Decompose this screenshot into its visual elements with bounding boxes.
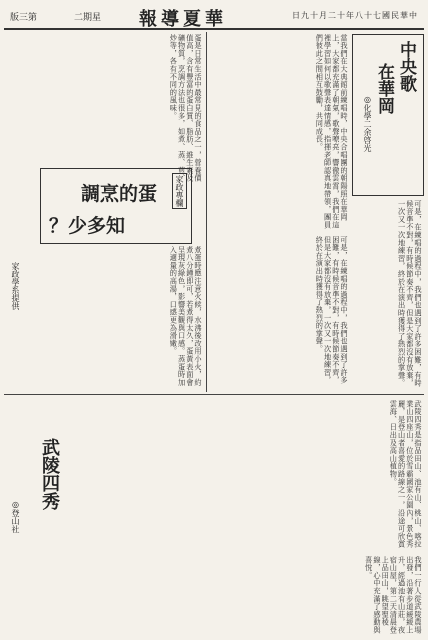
egg-article-text-1: 蛋是日常生活中最常見的食品之一，營養價值高，含有豐富的蛋白質、脂肪、維生素及礦物質，烹調方法也很多，如煮、蒸、煎、炒等，各有不同的風味。 (169, 34, 203, 183)
egg-headline-right: 調烹的蛋 (81, 183, 158, 205)
song-headline-box (352, 34, 424, 196)
page-number: 版三第 (10, 13, 38, 23)
song-article-text-1: 當我們在大典館前練唱時，中央合唱團的朝陽照在華岡上，大家都充滿了朝氣，歌聲嘹亮，響徹雲霄，我們在這裡學習如何以歌聲表達情感，指揮老師認真地帶領，團員們彼此之間相互鼓勵，共同成長。 (315, 34, 349, 229)
masthead (4, 4, 424, 30)
newspaper-title: 報導夏華 (139, 9, 227, 30)
wuling-article-text-1: 武陵四秀是指品田山、池有山、桃山、喀拉業山四座山，位於雪霸國家公園內，景色秀麗，是登山者喜愛的路線之一，沿途可欣賞雲海、日出及高山植物。 (389, 400, 423, 549)
column-rule (206, 32, 207, 392)
song-article-text-2: 可是，在練唱的過程中，我們也遇到了許多困難，有時候音準不對，有時候節奏不齊，但是大家都沒有放棄，一次又一次地練習，終於在演出時獲得了熱烈的掌聲。 (397, 200, 423, 388)
egg-headline-box (40, 168, 192, 244)
wuling-article-text-2: 我們一行人從武陵農場出發，沿著步道緩緩上升，經過池有山莊，夜宿山屋，第二天清晨登上品田山，眺望聖稜線，心中充滿了感動與喜悅。 (364, 556, 423, 634)
publication-date: 日九十月二十年八十七國民華中 (292, 11, 418, 20)
wuling-byline: ◎登山社 (11, 500, 20, 533)
column-kicker: 家政專欄 (172, 173, 187, 209)
issue-day: 二期星 (74, 13, 102, 23)
egg-article-text-2: 煮蛋時應注意火候，水沸後改用小火，約煮八分鐘即可，若煮得太久，蛋黃表面會呈現灰綠色，影響美觀與口感。蒸蛋時加入適量的高湯，口感更為滑嫩。 (169, 246, 203, 387)
song-headline-b: 在華岡 (374, 63, 394, 114)
song-article-text-3: 可是，在練唱的過程中，我們也遇到了許多困難，有時候音準不對，有時候節奏不齊，但是大家都沒有放棄，一次又一次地練習，終於在演出時獲得了熱烈的掌聲。 (315, 236, 349, 385)
wuling-headline: 武陵四秀 (39, 438, 60, 510)
egg-credit: 家政學系提供 (11, 262, 20, 310)
section-rule (4, 394, 424, 395)
song-headline-a: 中央歌 (396, 41, 416, 92)
song-byline: ◎化學二余啓光 (363, 95, 372, 152)
egg-headline-left: ？少多知 (49, 215, 126, 237)
